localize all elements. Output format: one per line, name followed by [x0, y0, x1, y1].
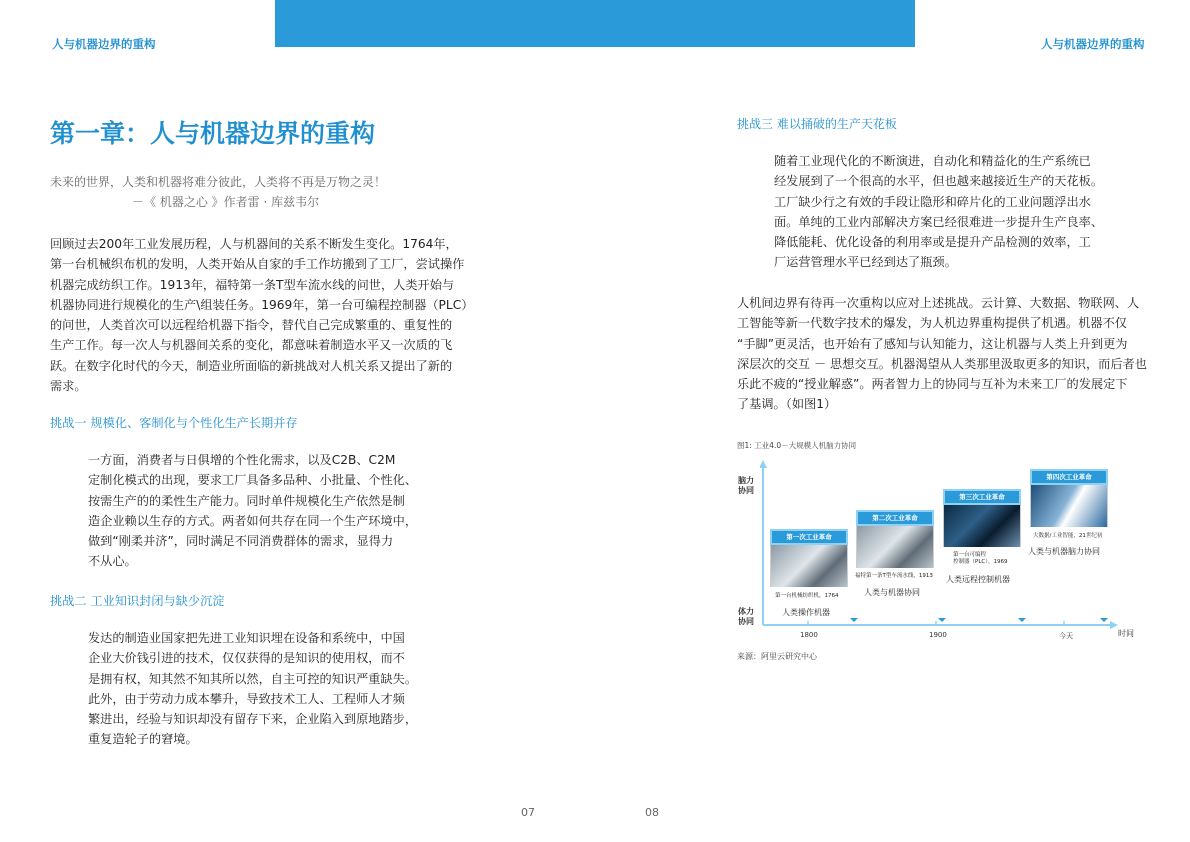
stage-photo [943, 505, 1021, 547]
stage-title: 第四次工业革命 [1030, 469, 1108, 485]
text-line: 回顾过去200年工业发展历程，人与机器间的关系不断发生变化。1764年， [50, 237, 458, 251]
y-label-line: 协同 [738, 486, 754, 495]
stage-card-4 [1030, 469, 1108, 527]
text-line: 是拥有权，知其然不知其所以然，自主可控的知识严重缺失。 [88, 671, 418, 686]
figure-title: 图1: 工业4.0－大规模人机脑力协同 [737, 441, 857, 450]
stage-caption: 福特第一条T型车流水线，1913 [855, 573, 933, 579]
stage-card-3 [943, 489, 1021, 547]
text-line: 乐此不疲的“授业解惑”。两者智力上的协同与互补为未来工厂的发展定下 [737, 377, 1128, 392]
epigraph-quote: 未来的世界，人类和机器将难分彼此，人类将不再是万物之灵！ [50, 175, 387, 189]
text-line: 厂运营管理水平已经到达了瓶颈。 [774, 255, 957, 270]
text-line: 机器完成纺织工作。1913年，福特第一条T型车流水线的问世，人类开始与 [50, 277, 455, 292]
page-number-right: 08 [645, 806, 659, 819]
running-header-right: 人与机器边界的重构 [1041, 37, 1145, 51]
text-line: 不从心。 [88, 554, 137, 569]
text-line: 按需生产的的柔性生产能力。同时单件规模化生产依然是制 [88, 493, 405, 508]
figure-source: 来源：阿里云研究中心 [737, 652, 817, 661]
body-paragraph [737, 293, 1157, 415]
stage-caption: 第一台机械纺织机，1764 [775, 593, 839, 599]
y-axis-bottom-label [738, 607, 754, 627]
text-line: 繁进出，经验与知识却没有留存下来，企业陷入到原地踏步， [88, 712, 418, 727]
stage-label: 人类远程控制机器 [946, 575, 1010, 584]
text-line: 工厂缺少行之有效的手段让隐形和碎片化的工业问题浮出水 [774, 194, 1091, 209]
y-label-line: 协同 [738, 617, 754, 626]
stage-label: 人类操作机器 [782, 608, 830, 617]
stage-caption: 大数据/工业智能，21世纪初 [1033, 533, 1103, 539]
running-header-left: 人与机器边界的重构 [52, 37, 156, 51]
text-line: 定制化模式的出现，要求工厂具备多品种、小批量、个性化、 [88, 473, 418, 488]
epigraph-attribution: －《 机器之心 》作者雷 · 库兹韦尔 [132, 195, 320, 209]
text-line: 生产工作。每一次人与机器间关系的变化，都意味着制造水平又一次质的飞 [50, 338, 453, 353]
stage-title: 第一次工业革命 [770, 529, 848, 545]
era-marker [850, 618, 858, 622]
chapter-title: 第一章：人与机器边界的重构 [50, 119, 376, 148]
challenge-2-heading: 挑战二 工业知识封闭与缺少沉淀 [50, 594, 225, 608]
stage-card-2 [856, 510, 934, 568]
y-label-line: 体力 [738, 607, 754, 616]
intro-paragraph [50, 234, 474, 396]
text-line: 企业大价钱引进的技术，仅仅获得的是知识的使用权，而不 [88, 651, 405, 666]
text-line: 做到“刚柔并济”，同时满足不同消费群体的需求，显得力 [88, 534, 394, 549]
challenge-3-paragraph [774, 151, 1124, 273]
stage-card-1 [770, 529, 848, 587]
stage-photo [856, 526, 934, 568]
y-axis-top-label [738, 476, 754, 496]
text-line: 跃。在数字化时代的今天，制造业所面临的新挑战对人机关系又提出了新的 [50, 358, 453, 373]
stage-caption: 第一台可编程 控制器（PLC），1969 [953, 552, 1008, 565]
stage-title: 第三次工业革命 [943, 489, 1021, 505]
text-line: 重复造轮子的窘境。 [88, 732, 198, 747]
x-axis-arrow [1110, 621, 1118, 629]
text-line: 面。单纯的工业内部解决方案已经很难进一步提升生产良率、 [774, 214, 1104, 229]
header-color-band [275, 0, 915, 47]
text-line: 发达的制造业国家把先进工业知识埋在设备和系统中，中国 [88, 631, 405, 645]
text-line: 造企业赖以生存的方式。两者如何共存在同一个生产环境中， [88, 513, 418, 528]
epigraph [50, 172, 386, 212]
x-tick-label: 1900 [929, 631, 947, 639]
text-line: 随着工业现代化的不断演进，自动化和精益化的生产系统已 [774, 154, 1091, 168]
text-line: 工智能等新一代数字技术的爆发，为人机边界重构提供了机遇。机器不仅 [737, 316, 1127, 331]
stage-photo [770, 545, 848, 587]
text-line: 机器协同进行规模化的生产\组装任务。1969年，第一台可编程控制器（PLC） [50, 297, 474, 312]
challenge-1-paragraph [88, 450, 428, 572]
era-marker [938, 618, 946, 622]
stage-label: 人类与机器协同 [864, 588, 920, 597]
text-line: 人机间边界有待再一次重构以应对上述挑战。云计算、大数据、物联网、人 [737, 296, 1140, 310]
stage-photo [1030, 485, 1108, 527]
text-line: 一方面，消费者与日俱增的个性化需求，以及C2B、C2M [88, 453, 396, 467]
text-line: 此外，由于劳动力成本攀升，导致技术工人、工程师人才频 [88, 691, 405, 706]
text-line: 经发展到了一个很高的水平，但也越来越接近生产的天花板。 [774, 174, 1104, 189]
text-line: 需求。 [50, 379, 87, 394]
challenge-1-heading: 挑战一 规模化、客制化与个性化生产长期并存 [50, 416, 298, 430]
challenge-2-paragraph [88, 628, 428, 750]
era-marker [1100, 618, 1108, 622]
x-tick-label: 1800 [800, 631, 818, 639]
text-line: 降低能耗、优化设备的利用率或是提升产品检测的效率，工 [774, 235, 1091, 250]
y-axis-arrow [760, 460, 767, 468]
text-line: 了基调。（如图1） [737, 397, 837, 412]
stage-title: 第二次工业革命 [856, 510, 934, 526]
era-marker [1018, 618, 1026, 622]
y-label-line: 脑力 [738, 476, 754, 485]
stage-label: 人类与机器脑力协同 [1028, 547, 1100, 556]
challenge-3-heading: 挑战三 难以捅破的生产天花板 [737, 117, 897, 131]
x-tick-label: 今天 [1059, 632, 1073, 640]
text-line: 的问世，人类首次可以远程给机器下指令，替代自己完成繁重的、重复性的 [50, 318, 453, 333]
page-number-left: 07 [521, 806, 535, 819]
text-line: 第一台机械织布机的发明，人类开始从自家的手工作坊搬到了工厂，尝试操作 [50, 257, 465, 272]
text-line: 深层次的交互 － 思想交互。机器渴望从人类那里汲取更多的知识，而后者也 [737, 356, 1147, 371]
text-line: “手脚”更灵活，也开始有了感知与认知能力，这让机器与人类上升到更为 [737, 336, 1128, 351]
x-axis-label: 时间 [1118, 629, 1134, 638]
